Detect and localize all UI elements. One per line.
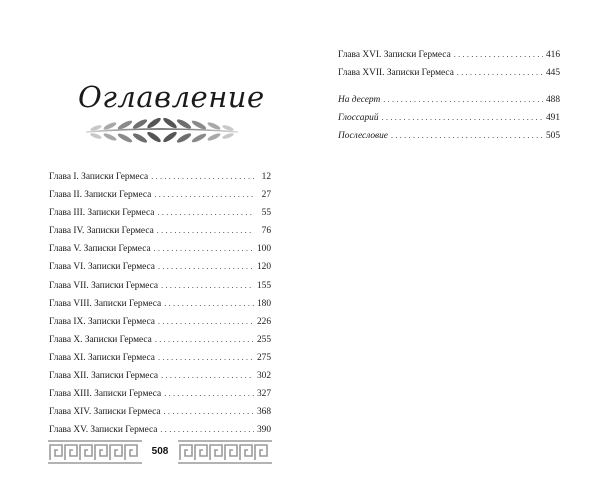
toc-entry-page: 445 <box>545 68 560 79</box>
toc-entry[interactable] <box>49 168 271 186</box>
toc-entry[interactable] <box>338 46 560 64</box>
leader-dots <box>457 64 543 82</box>
toc-entry-title: Глава IV. Записки Гермеса <box>49 226 154 237</box>
toc-entry-page: 416 <box>545 50 560 60</box>
toc-entry-page: 505 <box>545 131 560 142</box>
page-number: 508 <box>151 446 169 457</box>
leader-dots <box>157 204 254 222</box>
toc-entry-page: 275 <box>256 352 271 363</box>
leader-dots <box>161 367 254 385</box>
toc-entry-page: 302 <box>256 371 271 382</box>
toc-entry-page: 390 <box>256 425 271 436</box>
toc-entry-title: Глава III. Записки Гермеса <box>49 208 155 219</box>
toc-entry-title: Глава VII. Записки Гермеса <box>49 280 159 291</box>
leader-dots <box>454 46 543 64</box>
laurel-branch-ornament <box>82 116 242 146</box>
leader-dots <box>154 186 254 204</box>
toc-entry[interactable] <box>49 367 271 385</box>
toc-entry-page: 76 <box>261 226 271 237</box>
toc-entry-appendix[interactable] <box>338 109 560 127</box>
section-gap <box>338 82 560 91</box>
toc-entry-title: Глава II. Записки Гермеса <box>49 190 152 201</box>
toc-entry-title: Глава V. Записки Гермеса <box>49 244 151 255</box>
toc-entry[interactable] <box>49 331 271 349</box>
toc-entry-page: 488 <box>545 95 560 106</box>
toc-entry-page: 155 <box>256 280 271 291</box>
toc-entry-page: 368 <box>256 407 271 418</box>
leader-dots <box>164 385 254 403</box>
page-footer <box>48 440 272 464</box>
greek-key-border-left <box>48 440 142 464</box>
toc-entry-title: Глава VI. Записки Гермеса <box>49 262 155 273</box>
toc-entry-appendix[interactable] <box>338 127 560 145</box>
toc-entry[interactable] <box>49 403 271 421</box>
toc-entry-page: 120 <box>256 262 271 273</box>
toc-entry[interactable] <box>49 186 271 204</box>
leader-dots <box>164 295 254 313</box>
toc-heading: Оглавление <box>78 80 265 114</box>
toc-list-left <box>49 168 271 439</box>
toc-entry-appendix[interactable] <box>338 91 560 109</box>
toc-entry-title: Глава XII. Записки Гермеса <box>49 371 159 382</box>
toc-entry-title: Глава VIII. Записки Гермеса <box>49 298 162 309</box>
toc-entry-title: Глава IX. Записки Гермеса <box>49 316 155 327</box>
toc-list-right <box>338 46 560 145</box>
toc-entry[interactable] <box>49 313 271 331</box>
leader-dots <box>155 331 254 349</box>
toc-entry-title: На десерт <box>338 95 381 106</box>
toc-entry[interactable] <box>49 258 271 276</box>
leader-dots <box>164 403 254 421</box>
toc-entry-title: Глава XIII. Записки Гермеса <box>49 389 162 400</box>
toc-entry-page: 226 <box>256 316 271 327</box>
toc-entry-page: 180 <box>256 298 271 309</box>
toc-entry-page: 327 <box>256 389 271 400</box>
toc-entry-page: 27 <box>261 190 271 201</box>
toc-entry[interactable] <box>338 64 560 82</box>
leader-dots <box>382 109 543 127</box>
leader-dots <box>160 421 254 439</box>
toc-entry-title: Глава XVI. Записки Гермеса <box>338 50 451 60</box>
toc-entry[interactable] <box>49 385 271 403</box>
leader-dots <box>157 222 254 240</box>
toc-entry[interactable] <box>49 240 271 258</box>
toc-entry-page: 100 <box>256 244 271 255</box>
toc-entry[interactable] <box>49 421 271 439</box>
leader-dots <box>383 91 543 109</box>
toc-entry-title: Глава X. Записки Гермеса <box>49 334 152 345</box>
toc-entry-page: 491 <box>545 113 560 124</box>
leader-dots <box>158 258 254 276</box>
toc-entry-title: Глава XI. Записки Гермеса <box>49 352 155 363</box>
toc-entry-title: Послесловие <box>338 131 388 142</box>
toc-entry-page: 255 <box>256 334 271 345</box>
toc-entry[interactable] <box>49 349 271 367</box>
toc-entry-page: 12 <box>261 172 271 182</box>
toc-entry[interactable] <box>49 295 271 313</box>
right-page <box>304 0 608 491</box>
toc-entry-title: Глава XIV. Записки Гермеса <box>49 407 161 418</box>
leader-dots <box>161 277 254 295</box>
toc-entry[interactable] <box>49 277 271 295</box>
toc-entry-title: Глава I. Записки Гермеса <box>49 172 149 182</box>
toc-entry-page: 55 <box>261 208 271 219</box>
toc-entry-title: Глава XV. Записки Гермеса <box>49 425 158 436</box>
leader-dots <box>158 313 254 331</box>
greek-key-border-right <box>178 440 272 464</box>
toc-entry-title: Глоссарий <box>338 113 379 124</box>
leader-dots <box>154 240 254 258</box>
leader-dots <box>391 127 543 145</box>
leader-dots <box>158 349 254 367</box>
leader-dots <box>151 168 254 186</box>
toc-entry-title: Глава XVII. Записки Гермеса <box>338 68 454 79</box>
toc-entry[interactable] <box>49 204 271 222</box>
toc-entry[interactable] <box>49 222 271 240</box>
